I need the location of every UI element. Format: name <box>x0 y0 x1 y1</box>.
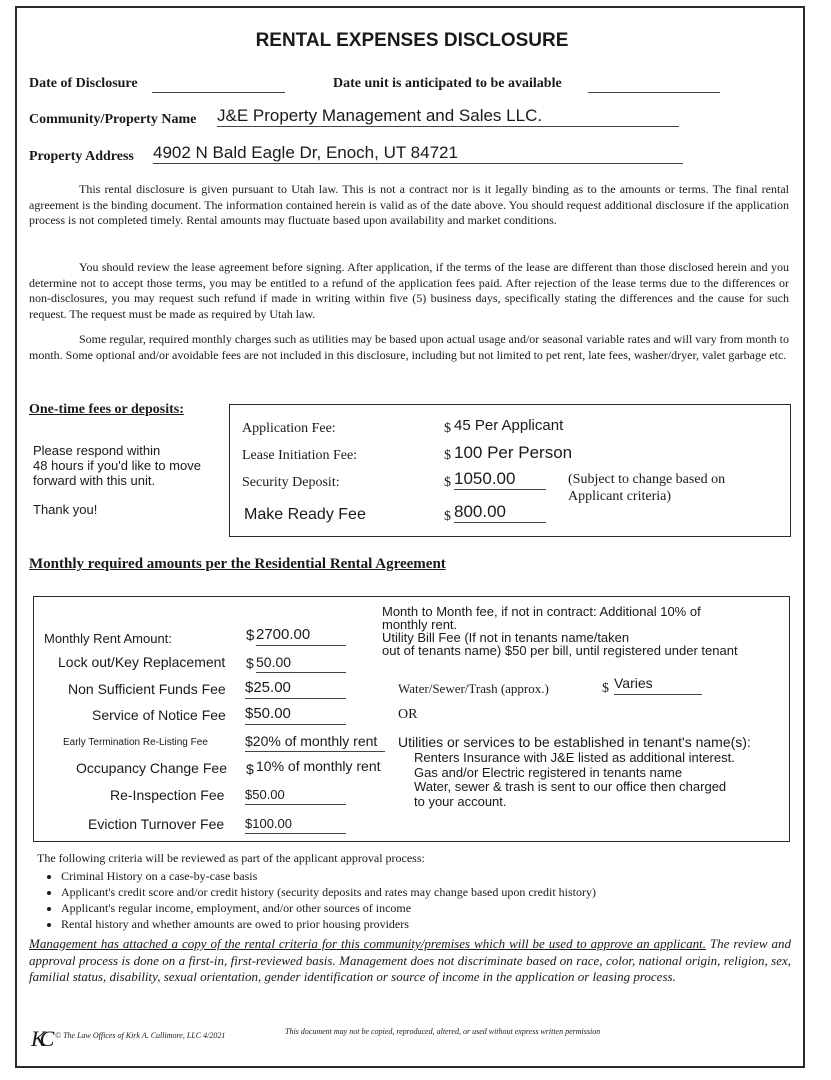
eviction-turnover-label: Eviction Turnover Fee <box>88 816 225 832</box>
kc-logo: KC <box>31 1026 49 1051</box>
make-ready-value[interactable]: 800.00 <box>454 502 546 523</box>
currency-symbol: $ <box>444 475 451 490</box>
monthly-rent-value[interactable]: 2700.00 <box>256 626 346 646</box>
utilities-label: Utilities or services to be established in tenant's name(s): <box>398 734 751 750</box>
nsf-label: Non Sufficient Funds Fee <box>68 681 226 697</box>
reinspection-value[interactable]: $50.00 <box>245 787 346 805</box>
make-ready-label: Make Ready Fee <box>244 506 366 523</box>
monthly-box <box>33 596 790 842</box>
one-time-fees-heading: One-time fees or deposits: <box>29 402 184 417</box>
currency-symbol: $ <box>444 509 451 524</box>
notice-label: Service of Notice Fee <box>92 707 226 723</box>
currency-symbol: $ <box>444 448 451 463</box>
page-title: RENTAL EXPENSES DISCLOSURE <box>255 30 569 51</box>
utilities-note: Renters Insurance with J&E listed as additional interest. Gas and/or Electric registered in tenants name Water, sewer & trash is sent to our office then charged to your account. <box>414 750 735 809</box>
criteria-intro: The following criteria will be reviewed as part of the applicant approval process: <box>37 851 425 865</box>
criteria-list <box>41 868 596 932</box>
lease-initiation-value[interactable]: 100 Per Person <box>454 443 573 462</box>
copy-notice: This document may not be copied, reproduced, altered, or used without express written permission <box>285 1027 601 1036</box>
water-sewer-trash-value[interactable]: Varies <box>614 675 702 695</box>
date-available-field[interactable] <box>588 78 720 93</box>
copyright-text: © The Law Offices of Kirk A. Cullimore, LLC 4/2021 <box>55 1031 226 1040</box>
lease-initiation-label: Lease Initiation Fee: <box>242 448 358 463</box>
monthly-heading: Monthly required amounts per the Residential Rental Agreement <box>29 556 446 572</box>
nsf-value[interactable]: $25.00 <box>245 679 346 699</box>
security-deposit-label: Security Deposit: <box>242 475 340 490</box>
notice-value[interactable]: $50.00 <box>245 705 346 725</box>
early-termination-label: Early Termination Re-Listing Fee <box>63 737 208 748</box>
date-available-label: Date unit is anticipated to be available <box>333 76 562 91</box>
management-note <box>29 936 791 986</box>
list-item: • Rental history and whether amounts are owed to prior housing providers <box>61 916 596 932</box>
lockout-label: Lock out/Key Replacement <box>58 654 226 670</box>
address-label: Property Address <box>29 149 134 164</box>
monthly-rent-label: Monthly Rent Amount: <box>44 631 172 646</box>
date-of-disclosure-field[interactable] <box>152 78 285 93</box>
reinspection-label: Re-Inspection Fee <box>110 787 225 803</box>
currency-symbol: $ <box>246 761 254 777</box>
application-fee-value[interactable]: 45 Per Applicant <box>454 417 564 434</box>
eviction-turnover-value[interactable]: $100.00 <box>245 816 346 834</box>
disclosure-page <box>15 6 805 1068</box>
address-field[interactable]: 4902 N Bald Eagle Dr, Enoch, UT 84721 <box>153 143 683 164</box>
month-to-month-note: Month to Month fee, if not in contract: Additional 10% of monthly rent. Utility Bill Fee (If not in tenants name/taken out of tenants name) $50 per bill, until registered under tenant <box>382 604 738 658</box>
thank-you-note: Thank you! <box>33 502 98 517</box>
community-label: Community/Property Name <box>29 112 197 127</box>
occupancy-change-value[interactable]: 10% of monthly rent <box>256 758 381 774</box>
application-fee-label: Application Fee: <box>242 421 336 436</box>
security-deposit-note: (Subject to change based on Applicant criteria) <box>568 472 726 504</box>
currency-symbol: $ <box>246 655 254 671</box>
list-item: • Applicant's credit score and/or credit history (security deposits and rates may change based upon credit history) <box>61 884 596 900</box>
list-item: • Applicant's regular income, employment, and/or other sources of income <box>61 900 596 916</box>
water-sewer-trash-label: Water/Sewer/Trash (approx.) <box>398 681 549 696</box>
disclosure-paragraph-1: This rental disclosure is given pursuant to Utah law. This is not a contract nor is it legally binding as to the amounts or terms. The final rental agreement is the binding document. The information contained herein is valid as of the date above. You should request additional disclosure if the application process is not completed timely. Rental amounts may fluctuate based upon availability and market conditions. <box>29 182 789 228</box>
management-note-rest: The review and approval process is done on a first-in, first-reviewed basis. Management does not discriminate based on race, color, national origin, religion, sex, familial status, disability, sexual orientation, gender identification or source of income in the application or leasing process. <box>29 936 791 984</box>
lockout-value[interactable]: 50.00 <box>256 654 346 673</box>
early-termination-value[interactable]: $20% of monthly rent <box>245 733 385 752</box>
security-deposit-value[interactable]: 1050.00 <box>454 469 546 490</box>
disclosure-paragraph-3: Some regular, required monthly charges such as utilities may be based upon actual usage and/or seasonal variable rates and will vary from month to month. Some optional and/or avoidable fees are not included in this disclosure, including but not limited to pet rent, late fees, washer/dryer, valet garbage etc. <box>29 332 789 362</box>
disclosure-paragraph-2: You should review the lease agreement before signing. After application, if the terms of the lease are different than those disclosed herein and you determine not to accept those terms, you may be entitled to a refund of the application fees paid. After rejection of the lease terms due to the differences or non-disclosures, you may request such refund if made in writing within five (5) business days, specifically stating the differences and the cause for such request. The request must be made as required by Utah law. <box>29 260 789 321</box>
list-item: • Criminal History on a case-by-case basis <box>61 868 596 884</box>
management-note-underlined: Management has attached a copy of the rental criteria for this community/premises which will be used to approve an applicant. <box>29 936 706 951</box>
community-field[interactable]: J&E Property Management and Sales LLC. <box>217 106 679 127</box>
respond-note: Please respond within 48 hours if you'd like to move forward with this unit. <box>33 443 201 488</box>
currency-symbol: $ <box>444 421 451 436</box>
currency-symbol: $ <box>602 681 609 696</box>
occupancy-change-label: Occupancy Change Fee <box>76 760 227 776</box>
date-of-disclosure-label: Date of Disclosure <box>29 76 138 91</box>
currency-symbol: $ <box>246 627 255 644</box>
one-time-fees-box <box>229 404 791 537</box>
or-label: OR <box>398 707 418 722</box>
